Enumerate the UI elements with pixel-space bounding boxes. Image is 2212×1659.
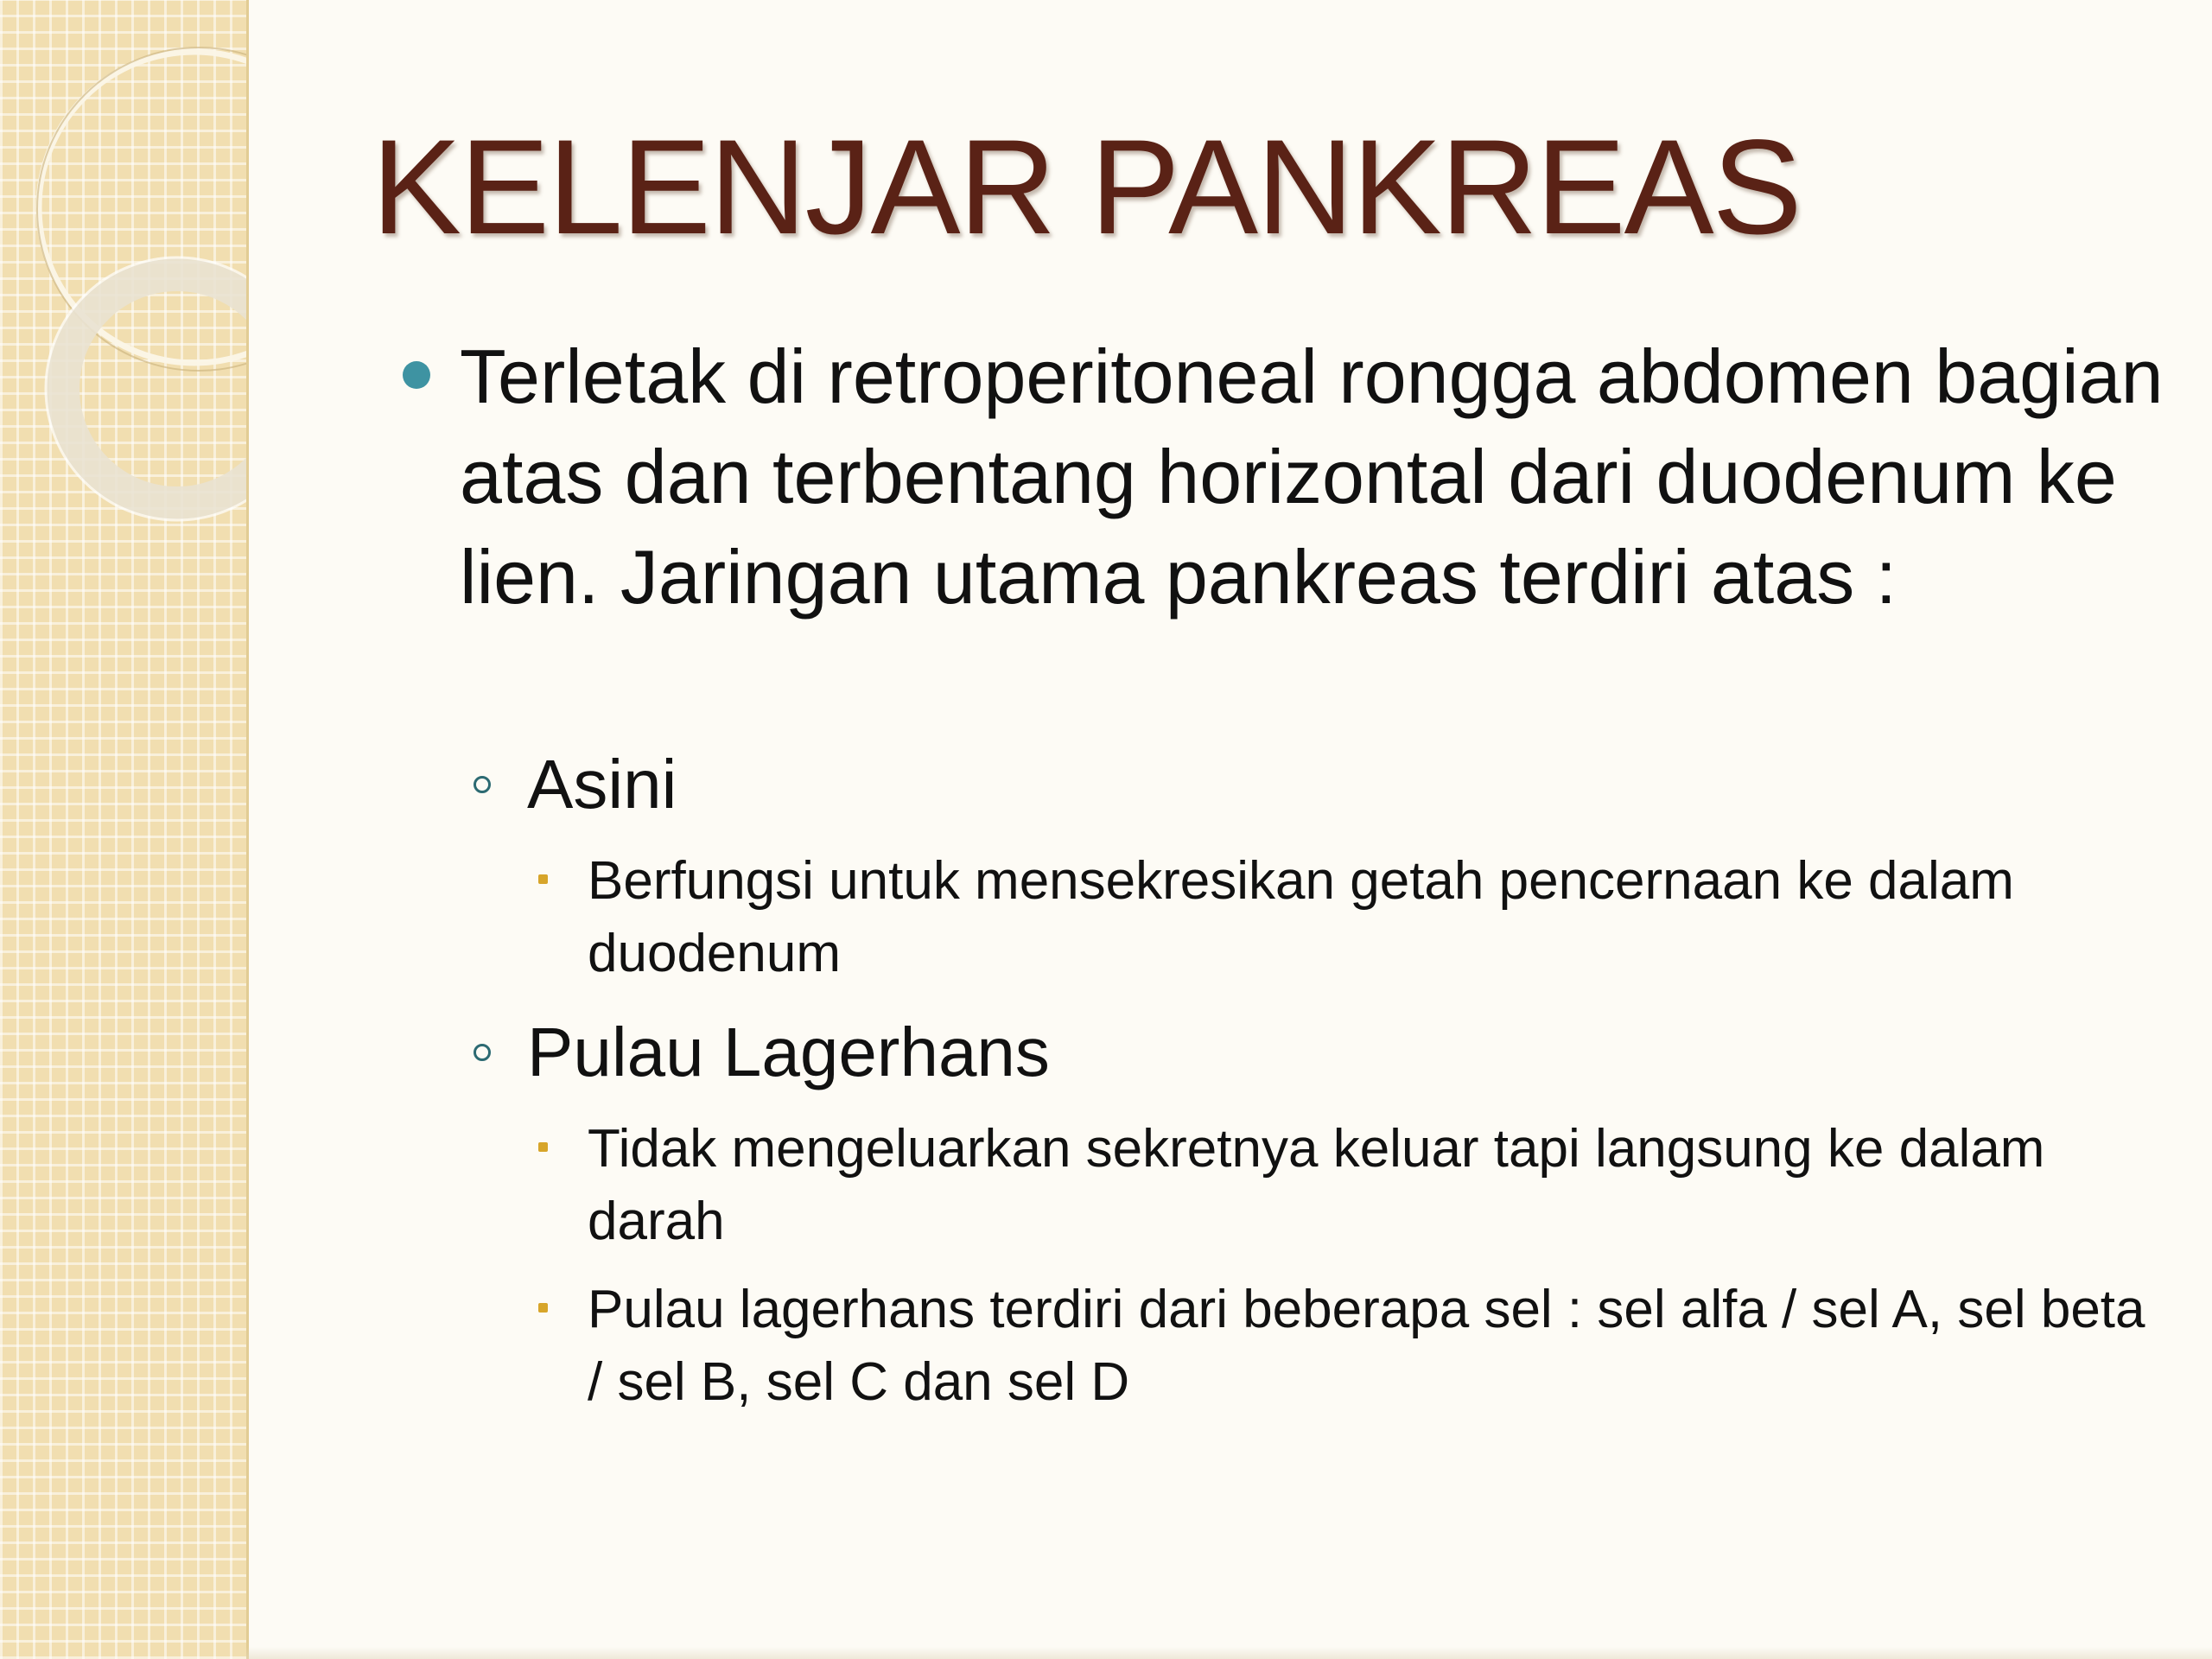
small-square-bullet-icon <box>538 1303 548 1313</box>
bullet-text: Tidak mengeluarkan sekretnya keluar tapi langsung ke dalam darah <box>588 1119 2045 1251</box>
slide-title: KELENJAR PANKREAS <box>372 112 1801 263</box>
bullet-text: Pulau Lagerhans <box>527 1014 1050 1090</box>
bullet-level3-asini-function <box>588 845 2169 990</box>
small-square-bullet-icon <box>538 1142 548 1152</box>
hollow-circle-bullet-icon <box>474 1044 491 1061</box>
bullet-text: Pulau lagerhans terdiri dari beberapa sel : sel alfa / sel A, sel beta / sel B, sel C dan sel D <box>588 1280 2145 1412</box>
bullet-text: Berfungsi untuk mensekresikan getah pencernaan ke dalam duodenum <box>588 851 2014 983</box>
bullet-level2-pulau-lagerhans <box>527 1009 1050 1096</box>
small-square-bullet-icon <box>538 874 548 884</box>
bullet-level3-lagerhans-secretion <box>588 1113 2169 1258</box>
bullet-level1-location <box>460 327 2179 627</box>
hollow-circle-bullet-icon <box>474 776 491 793</box>
decorative-rings-icon <box>0 0 246 553</box>
bullet-level3-lagerhans-cells <box>588 1274 2169 1419</box>
bullet-text: Terletak di retroperitoneal rongga abdomen bagian atas dan terbentang horizontal dari duodenum ke lien. Jaringan utama pankreas terdiri atas : <box>460 334 2164 620</box>
side-panel <box>0 0 249 1659</box>
bottom-edge-shadow <box>246 1647 2212 1659</box>
filled-circle-bullet-icon <box>403 361 430 389</box>
bullet-level2-asini <box>527 741 677 828</box>
bullet-text: Asini <box>527 746 677 823</box>
